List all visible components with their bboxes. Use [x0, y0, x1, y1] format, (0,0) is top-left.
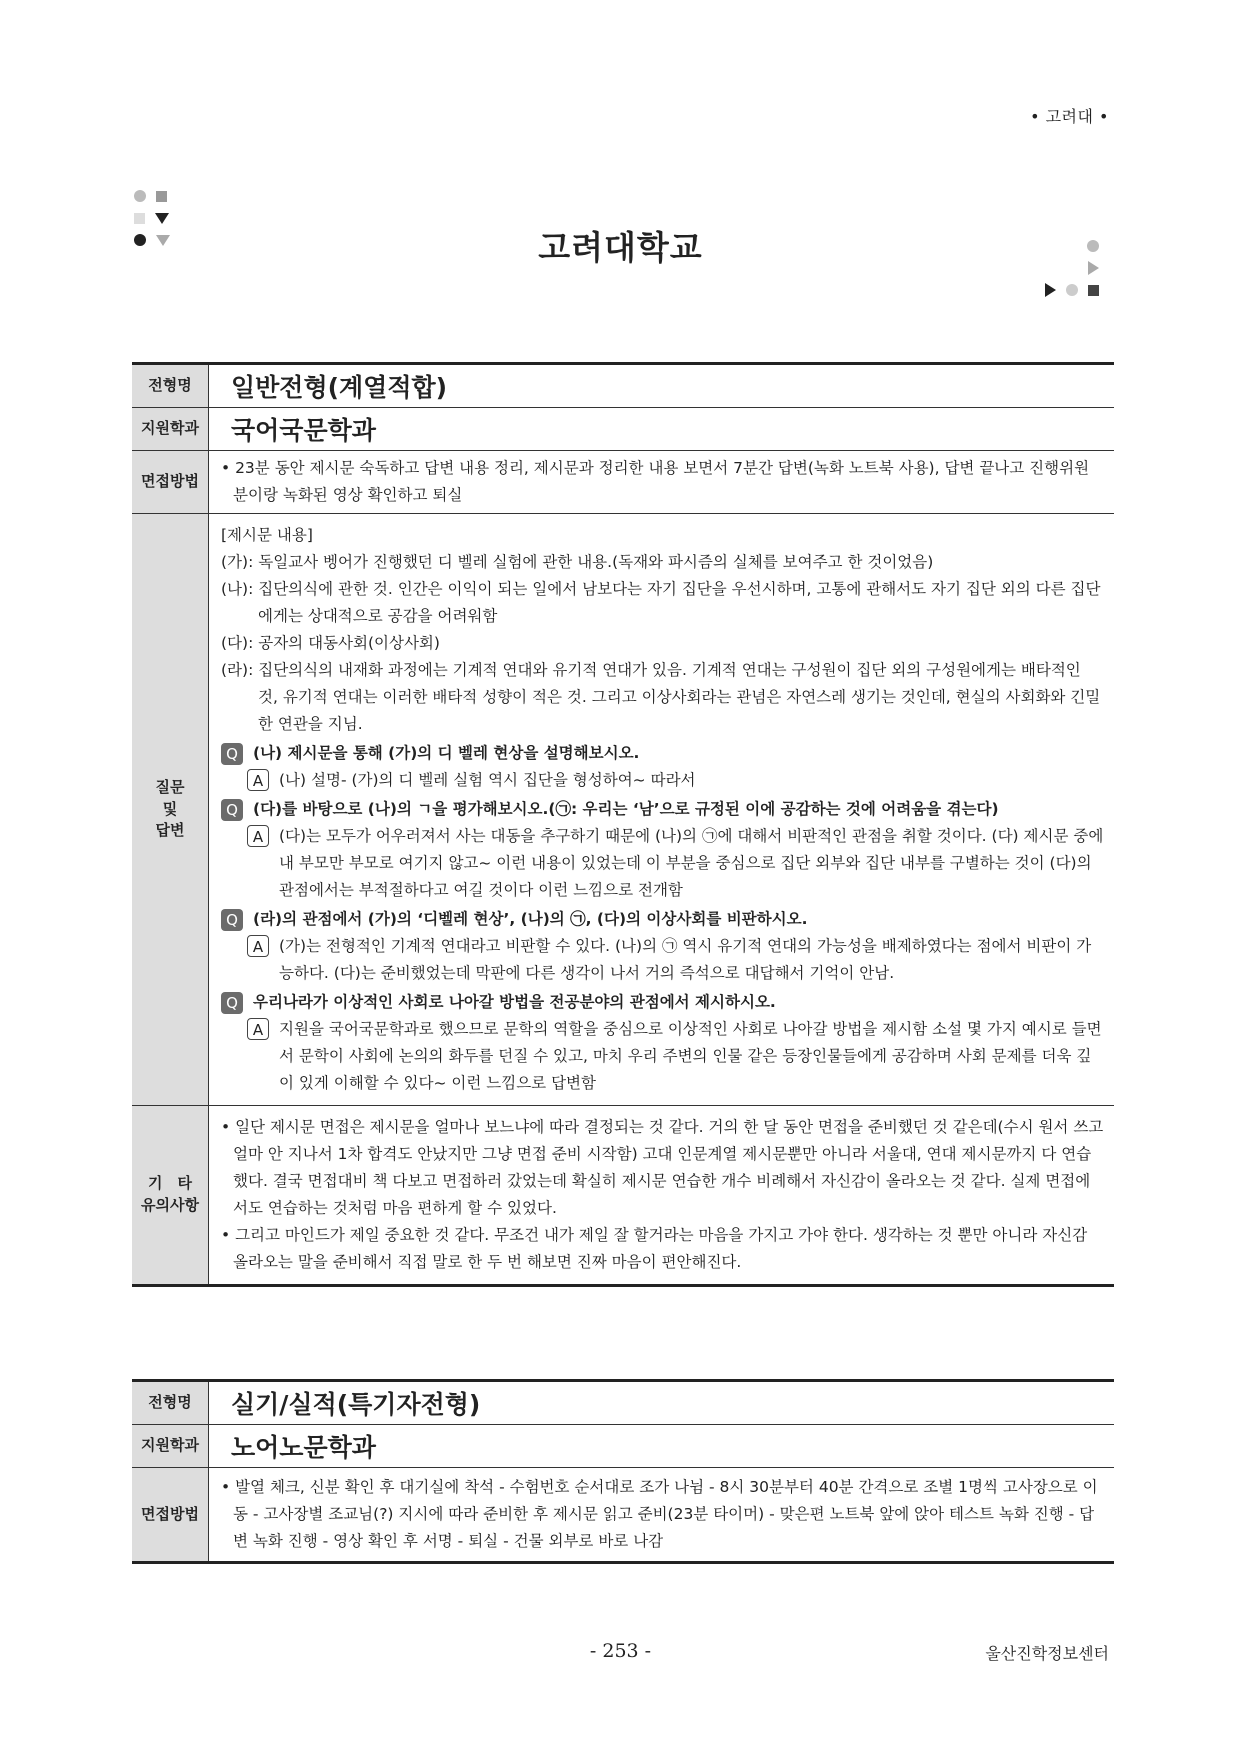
qa-content [209, 514, 1115, 1106]
answer [221, 767, 1104, 794]
method-content [209, 1468, 1115, 1563]
type-row [132, 1381, 1114, 1425]
question-badge: Q [221, 909, 243, 931]
question [221, 796, 1104, 823]
answer [221, 933, 1104, 987]
question [221, 906, 1104, 933]
page-number: - 253 - [589, 1640, 652, 1662]
question-badge: Q [221, 799, 243, 821]
answer-text: 지원을 국어국문학과로 했으므로 문학의 역할을 중심으로 이상적인 사회로 나아갈 방법을 제시함 소설 몇 가지 예시로 들면서 문학이 사회에 논의의 화두를 던질 수 있고, 마치 우리 주변의 인물 같은 등장인물들에게 공감하며 사회 문제를 더욱 깊이 있게 이해할 수 있다~ 이런 느낌으로 답변함 [279, 1020, 1102, 1092]
passage-item: (나): 집단의식에 관한 것. 인간은 이익이 되는 일에서 남보다는 자기 집단을 우선시하며, 고통에 관해서도 자기 집단 외의 다른 집단에게는 상대적으로 공감을 어려워함 [221, 580, 1101, 625]
answer [221, 823, 1104, 904]
etc-label-line: 유의사항 [141, 1196, 199, 1214]
method-text: • 발열 체크, 신분 확인 후 대기실에 착석 - 수험번호 순서대로 조가 나뉨 - 8시 30분부터 40분 간격으로 조별 1명씩 고사장으로 이동 - 고사장별 조교님(?) 지시에 따라 준비한 후 제시문 읽고 준비(23분 타이머) - 맞은편 노트북 앞에 앉아 테스트 녹화 진행 - 답변 녹화 진행 - 영상 확인 후 서명 - 퇴실 - 건물 외부로 바로 나감 [221, 1478, 1098, 1550]
etc-item: • 일단 제시문 면접은 제시문을 얼마나 보느냐에 따라 결정되는 것 같다. 거의 한 달 동안 면접을 준비했던 것 같은데(수시 원서 쓰고 얼마 안 지나서 1차 합격도 안났지만 그냥 면접 준비 시작함) 고대 인문계열 제시문뿐만 아니라 서울대, 연대 제시문까지 다 연습했다. 결국 면접대비 책 다보고 면접하러 갔었는데 확실히 제시문 연습한 개수 비례해서 자신감이 올라오는 것 같다. 실제 면접에서도 연습하는 것처럼 마음 편하게 할 수 있었다. [221, 1118, 1104, 1217]
qa-row [132, 514, 1114, 1106]
question-text: (나) 제시문을 통해 (가)의 디 벨레 현상을 설명해보시오. [253, 744, 640, 762]
type-label: 전형명 [132, 1381, 209, 1425]
header-tag: • 고려대 • [1030, 107, 1109, 126]
answer-badge: A [247, 769, 269, 791]
interview-table-1 [132, 362, 1114, 1287]
type-value: 실기/실적(특기자전형) [209, 1381, 1115, 1425]
etc-row [132, 1106, 1114, 1286]
question-badge: Q [221, 743, 243, 765]
answer [221, 1016, 1104, 1097]
qa-label-line: 질문 [155, 777, 185, 796]
passage-item: (가): 독일교사 벵어가 진행했던 디 벨레 실험에 관한 내용.(독재와 파시즘의 실체를 보여주고 한 것이었음) [221, 553, 934, 571]
interview-table-2 [132, 1379, 1114, 1564]
dept-row [132, 408, 1114, 451]
qa-label-line: 및 [162, 799, 178, 818]
answer-text: (나) 설명- (가)의 디 벨레 실험 역시 집단을 형성하여~ 따라서 [279, 771, 696, 789]
answer-badge: A [247, 935, 269, 957]
question [221, 989, 1104, 1016]
passage-item: (라): 집단의식의 내재화 과정에는 기계적 연대와 유기적 연대가 있음. 기계적 연대는 구성원이 집단 외의 구성원에게는 배타적인 것, 유기적 연대는 이러한 배타적 성향이 적은 것. 그리고 이상사회라는 관념은 자연스레 생기는 것인데, 현실의 사회화와 긴밀한 연관을 지님. [221, 661, 1101, 733]
type-label: 전형명 [132, 364, 209, 408]
method-content [209, 451, 1115, 514]
qa-label-line: 답변 [155, 821, 185, 840]
answer-badge: A [247, 825, 269, 847]
dept-value: 노어노문학과 [209, 1425, 1115, 1468]
type-value: 일반전형(계열적합) [209, 364, 1115, 408]
qa-label [132, 514, 209, 1106]
page-title: 고려대학교 [538, 228, 703, 267]
passage-heading: [제시문 내용] [221, 526, 313, 544]
etc-item: • 그리고 마인드가 제일 중요한 것 같다. 무조건 내가 제일 잘 할거라는 마음을 가지고 가야 한다. 생각하는 것 뿐만 아니라 자신감 올라오는 말을 준비해서 직접 말로 한 두 번 해보면 진짜 마음이 편안해진다. [221, 1226, 1088, 1271]
question [221, 740, 1104, 767]
type-row [132, 364, 1114, 408]
etc-label [132, 1106, 209, 1286]
question-badge: Q [221, 992, 243, 1014]
dept-label: 지원학과 [132, 1425, 209, 1468]
passage-item: (다): 공자의 대동사회(이상사회) [221, 634, 440, 652]
question-text: (다)를 바탕으로 (나)의 ㄱ을 평가해보시오.(㉠: 우리는 ‘남’으로 규정된 이에 공감하는 것에 어려움을 겪는다) [253, 800, 999, 818]
answer-text: (가)는 전형적인 기계적 연대라고 비판할 수 있다. (나)의 ㉠ 역시 유기적 연대의 가능성을 배제하였다는 점에서 비판이 가능하다. (다)는 준비했었는데 막판에 다른 생각이 나서 거의 즉석으로 대답해서 기억이 안남. [279, 937, 1092, 982]
method-label: 면접방법 [132, 1468, 209, 1563]
etc-content [209, 1106, 1115, 1286]
answer-badge: A [247, 1018, 269, 1040]
dept-value: 국어국문학과 [209, 408, 1115, 451]
dept-row [132, 1425, 1114, 1468]
method-row [132, 1468, 1114, 1563]
etc-label-line: 기 타 [148, 1174, 192, 1193]
answer-text: (다)는 모두가 어우러져서 사는 대동을 추구하기 때문에 (나)의 ㉠에 대해서 비판적인 관점을 취할 것이다. (다) 제시문 중에 내 부모만 부모로 여기지 않고~ 이런 내용이 있었는데 이 부분을 중심으로 집단 외부와 집단 내부를 구별하는 것이 (다)의 관점에서는 부적절하다고 여길 것이다 이런 느낌으로 전개함 [279, 827, 1104, 899]
question-text: (라)의 관점에서 (가)의 ‘디벨레 현상’, (나)의 ㉠, (다)의 이상사회를 비판하시오. [253, 910, 808, 928]
method-text: • 23분 동안 제시문 숙독하고 답변 내용 정리, 제시문과 정리한 내용 보면서 7분간 답변(녹화 노트북 사용), 답변 끝나고 진행위원 분이랑 녹화된 영상 확인하고 퇴실 [221, 459, 1090, 504]
method-label: 면접방법 [132, 451, 209, 514]
method-row [132, 451, 1114, 514]
footer-organization: 울산진학정보센터 [985, 1644, 1109, 1663]
dept-label: 지원학과 [132, 408, 209, 451]
question-text: 우리나라가 이상적인 사회로 나아갈 방법을 전공분야의 관점에서 제시하시오. [253, 993, 776, 1011]
